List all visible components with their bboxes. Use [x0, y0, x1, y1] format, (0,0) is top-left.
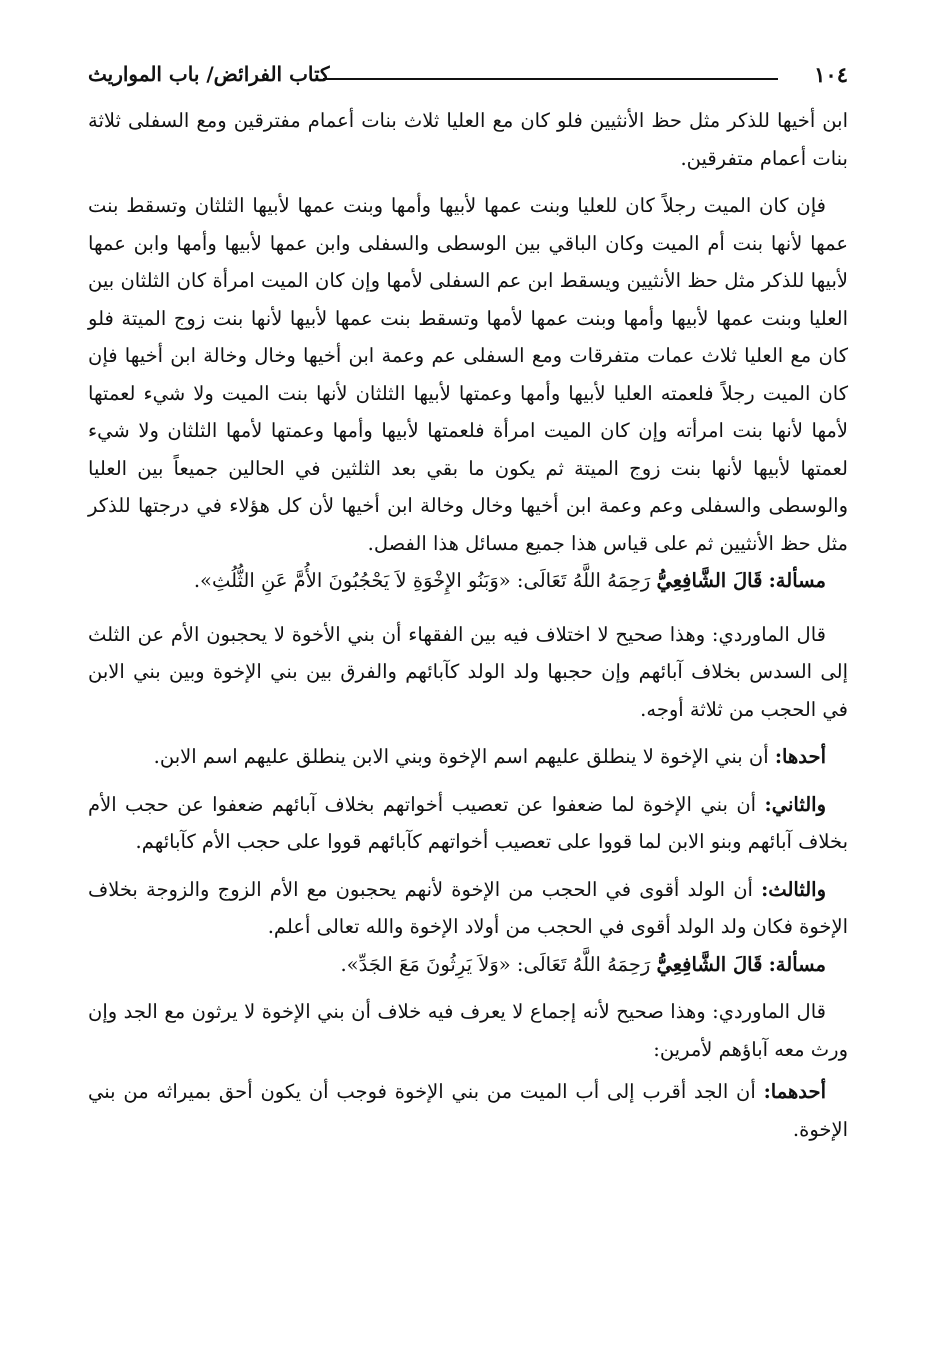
paragraph-2: فإن كان الميت رجلاً كان للعليا وبنت عمها لأبيها وأمها وبنت عمها لأبيها الثلثان وتسقط بنت عمها لأنها بنت أم الميت وكان الباقي بين الوسطى والسفلى وابن عمها لأبيها وأمها وابن عمها لأبيها للذكر مثل حظ الأنثيين ويسقط ابن عم السفلى لأمها وإن كان الميت امرأة كان الثلثان بين العليا وبنت عمها لأبيها وأمها وبنت عمها لأمها وتسقط بنت عمها لأبيها لأنها بنت زوج الميتة فلو كان مع العليا ثلاث عمات متفرقات ومع السفلى عم وعمة ابن أخيها وخال وخالة ابن أخيها فإن كان الميت رجلاً فلعمته العليا لأبيها وأمها وعمتها لأبيها الثلثان لأنها بنت الميت ولا شيء لعمتها لأمها لأنها بنت امرأته وإن كان الميت امرأة فلعمتها لأبيها وأمها وعمتها لأمها الثلثان ولا شيء لعمتها لأبيها لأنها بنت زوج الميتة ثم يكون ما بقي بعد الثلثين في الحالين جميعاً بين العليا والوسطى والسفلى وعم وعمة ابن أخيها وخال وخالة ابن أخيها لأن كل هؤلاء في درجتها للذكر مثل حظ الأنثيين ثم على قياس هذا جميع مسائل هذا الفصل.	[88, 194, 848, 555]
masala-label: مسألة:	[768, 569, 826, 592]
point-text: أن بني الإخوة لما ضعفوا عن تعصيب أخواتهم بخلاف آبائهم ضعفوا عن حجب الأم بخلاف آبائهم وبنو الابن لما قووا على تعصيب أخواتهم كآبائهم قووا على حجب الأم كآبائهم.	[88, 792, 848, 853]
masala-label: مسألة:	[768, 952, 826, 976]
paragraph-6	[88, 871, 848, 946]
page-number: ١٠٤	[814, 62, 848, 87]
header-rule	[323, 78, 778, 80]
book-page	[88, 62, 848, 1148]
rahimahu-phrase: رَحِمَهُ اللَّهُ تَعَالَى:	[516, 952, 651, 976]
point-label: أحدها:	[774, 745, 826, 768]
paragraph-1: ابن أخيها للذكر مثل حظ الأنثيين فلو كان مع العليا ثلاث بنات أعمام مفترقين ومع السفلى ثلاثة بنات أعمام متفرقين.	[88, 109, 848, 170]
page-header	[88, 62, 848, 96]
paragraph-8	[88, 1073, 848, 1148]
point-label: والثاني:	[764, 792, 826, 816]
paragraph-3: قال الماوردي: وهذا صحيح لا اختلاف فيه بين الفقهاء أن بني الأخوة لا يحجبون الأم عن الثلث إلى السدس بخلاف آبائهم وإن حجبها ولد الولد كآبائهم والفرق بين بني الإخوة وبين بني الابن في الحجب من ثلاثة أوجه.	[88, 622, 848, 721]
shafii-name: قَالَ الشَّافِعِيُّ	[656, 569, 763, 592]
point-text: أن بني الإخوة لا ينطلق عليهم اسم الإخوة وبني الابن ينطلق عليهم اسم الابن.	[153, 745, 769, 768]
paragraph-5	[88, 786, 848, 861]
running-title: كتاب الفرائض/ باب المواريث	[88, 62, 330, 86]
point-label: أحدهما:	[763, 1080, 827, 1103]
point-text: أن الولد أقوى في الحجب من الإخوة لأنهم يحجبون مع الأم الزوج والزوجة بخلاف الإخوة فكان ولد الولد أقوى في الحجب من أولاد الإخوة والله تعالى أعلم.	[88, 877, 848, 938]
masala-1	[88, 562, 848, 600]
shafii-name: قَالَ الشَّافِعِيُّ	[656, 952, 763, 976]
masala-quote: «وَلاَ يَرِثُونَ مَعَ الجَدِّ».	[340, 952, 511, 976]
point-text: أن الجد أقرب إلى أب الميت من بني الإخوة فوجب أن يكون أحق بميراثه من بني الإخوة.	[88, 1080, 848, 1141]
masala-quote: «وَبَنُو الإِخْوَةِ لاَ يَحْجُبُونَ الأُمَّ عَنِ الثُّلُثِ».	[193, 569, 511, 592]
masala-2	[88, 946, 848, 984]
rahimahu-phrase: رَحِمَهُ اللَّهُ تَعَالَى:	[516, 569, 651, 592]
point-label: والثالث:	[761, 877, 826, 901]
paragraph-4	[88, 738, 848, 776]
paragraph-7: قال الماوردي: وهذا صحيح لأنه إجماع لا يعرف فيه خلاف أن بني الإخوة لا يرثون مع الجد وإن ورث معه آباؤهم لأمرين:	[88, 1000, 848, 1061]
